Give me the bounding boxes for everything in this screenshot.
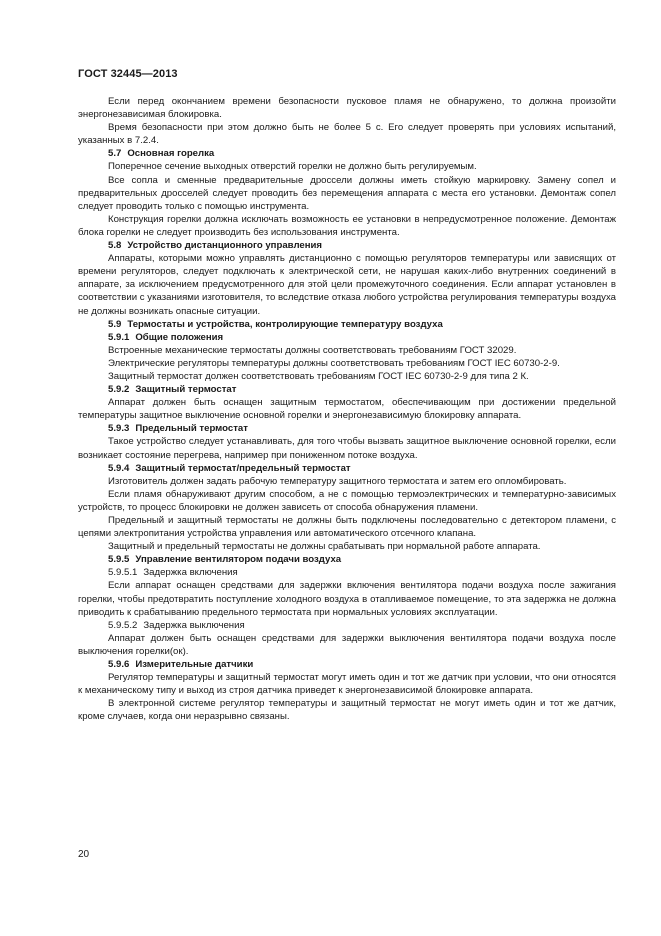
standard-header: ГОСТ 32445—2013 [78,68,178,80]
section-heading [78,147,616,160]
paragraph: Защитный термостат должен соответствовать требованиям ГОСТ IEC 60730-2-9 для типа 2 К. [108,370,529,382]
paragraph: Защитный и предельный термостаты не должны срабатывать при нормальной работе аппарата. [108,541,541,553]
subsection-heading [78,566,616,579]
paragraph: Электрические регуляторы температуры должны соответствовать требованиям ГОСТ IEC 60730-2-9. [108,357,560,369]
section-number: 5.9 [108,318,122,330]
section-title: Защитный термостат [135,384,237,396]
section-number: 5.9.6 [108,659,130,671]
section-title: Термостаты и устройства, контролирующие температуру воздуха [127,318,443,330]
paragraph: Аппарат должен быть оснащен защитным термостатом, обеспечивающим при достижении предельной температуры защитное выключение основной горелки и энергонезависимую блокировку аппарата. [78,397,616,422]
section-title: Общие положения [135,331,224,343]
section-title: Задержка выключения [143,619,245,631]
paragraph: Время безопасности при этом должно быть не более 5 с. Его следует проверять при условиях испытаний, указанных в 7.2.4. [78,122,616,147]
paragraph: Если перед окончанием времени безопасности пусковое пламя не обнаружено, то должна произойти энергонезависимая блокировка. [78,96,616,121]
paragraph: Такое устройство следует устанавливать, для того чтобы вызвать защитное выключение основной горелки, если возникает состояние перегрева, например при пониженном потоке воздуха. [78,436,616,461]
paragraph: В электронной системе регулятор температуры и защитный термостат не могут иметь один и тот же датчик, кроме случаев, когда они неразрывно связаны. [78,698,616,723]
section-title: Основная горелка [127,148,215,160]
section-title: Защитный термостат/предельный термостат [135,462,351,474]
paragraph: Конструкция горелки должна исключать возможность ее установки в непредусмотренное положение. Демонтаж блока горелки не следует производить без использования инструмента. [78,213,616,238]
paragraph: Поперечное сечение выходных отверстий горелки не должно быть регулируемым. [108,161,477,173]
section-heading [78,318,616,331]
paragraph: Если аппарат оснащен средствами для задержки включения вентилятора подачи воздуха после зажигания горелки, чтобы предотвратить поступление холодного воздуха в отапливаемое помещение, то эта задержка не должна приводить к срабатыванию предельного термостата при нормальных условиях эксплуатации. [78,580,616,618]
section-title: Предельный термостат [135,423,248,435]
section-title: Управление вентилятором подачи воздуха [135,554,342,566]
paragraph: Если пламя обнаруживают другим способом, а не с помощью термоэлектрических и температурно-зависимых устройств, то процесс блокировки не должен зависеть от способа обнаружения пламени. [78,488,616,513]
paragraph: Все сопла и сменные предварительные дроссели должны иметь стойкую маркировку. Замену сопел и предварительных дросселей следует проводить без перемещения аппарата с места его установки. Демонтаж сопел следует проводить только с помощью инструмента. [78,174,616,212]
page-number: 20 [78,849,90,860]
section-heading [78,462,616,475]
section-heading [78,422,616,435]
section-heading [78,658,616,671]
section-heading [78,553,616,566]
paragraph: Встроенные механические термостаты должны соответствовать требованиям ГОСТ 32029. [108,344,517,356]
document-body [78,95,616,724]
section-heading [78,239,616,252]
section-title: Измерительные датчики [135,659,254,671]
paragraph: Аппарат должен быть оснащен средствами для задержки выключения вентилятора подачи воздуха после выключения горелки(ок). [78,632,616,657]
section-number: 5.9.2 [108,384,130,396]
section-number: 5.9.3 [108,423,130,435]
section-number: 5.9.5 [108,554,130,566]
section-number: 5.7 [108,148,122,160]
section-title: Задержка включения [143,567,238,579]
section-number: 5.8 [108,240,122,252]
paragraph: Регулятор температуры и защитный термостат могут иметь один и тот же датчик при условии, что они относятся к механическому типу и выход из строя датчика приведет к энергонезависимой блокировке аппарата. [78,672,616,697]
section-title: Устройство дистанционного управления [127,240,323,252]
paragraph: Аппараты, которыми можно управлять дистанционно с помощью регуляторов температуры или зависящих от времени регуляторов, следует подключать к электрической сети, не нарушая каких-либо внутренних соединений в аппарате, за исключением предусмотренного для этой цели промежуточного соединения. Если аппарат установлен в соответствии с указаниями изготовителя, то вследствие отказа любого устройства регулирования температуры воздуха не должны возникать опасные ситуации. [78,253,616,317]
section-number: 5.9.5.1 [108,567,138,579]
subsection-heading [78,619,616,632]
section-number: 5.9.4 [108,462,130,474]
section-heading [78,331,616,344]
paragraph: Изготовитель должен задать рабочую температуру защитного термостата и затем его опломбировать. [108,475,567,487]
section-number: 5.9.5.2 [108,619,138,631]
section-number: 5.9.1 [108,331,130,343]
section-heading [78,383,616,396]
paragraph: Предельный и защитный термостаты не должны быть подключены последовательно с детектором пламени, с цепями электропитания устройства управления или автоматического отсечного клапана. [78,515,616,540]
